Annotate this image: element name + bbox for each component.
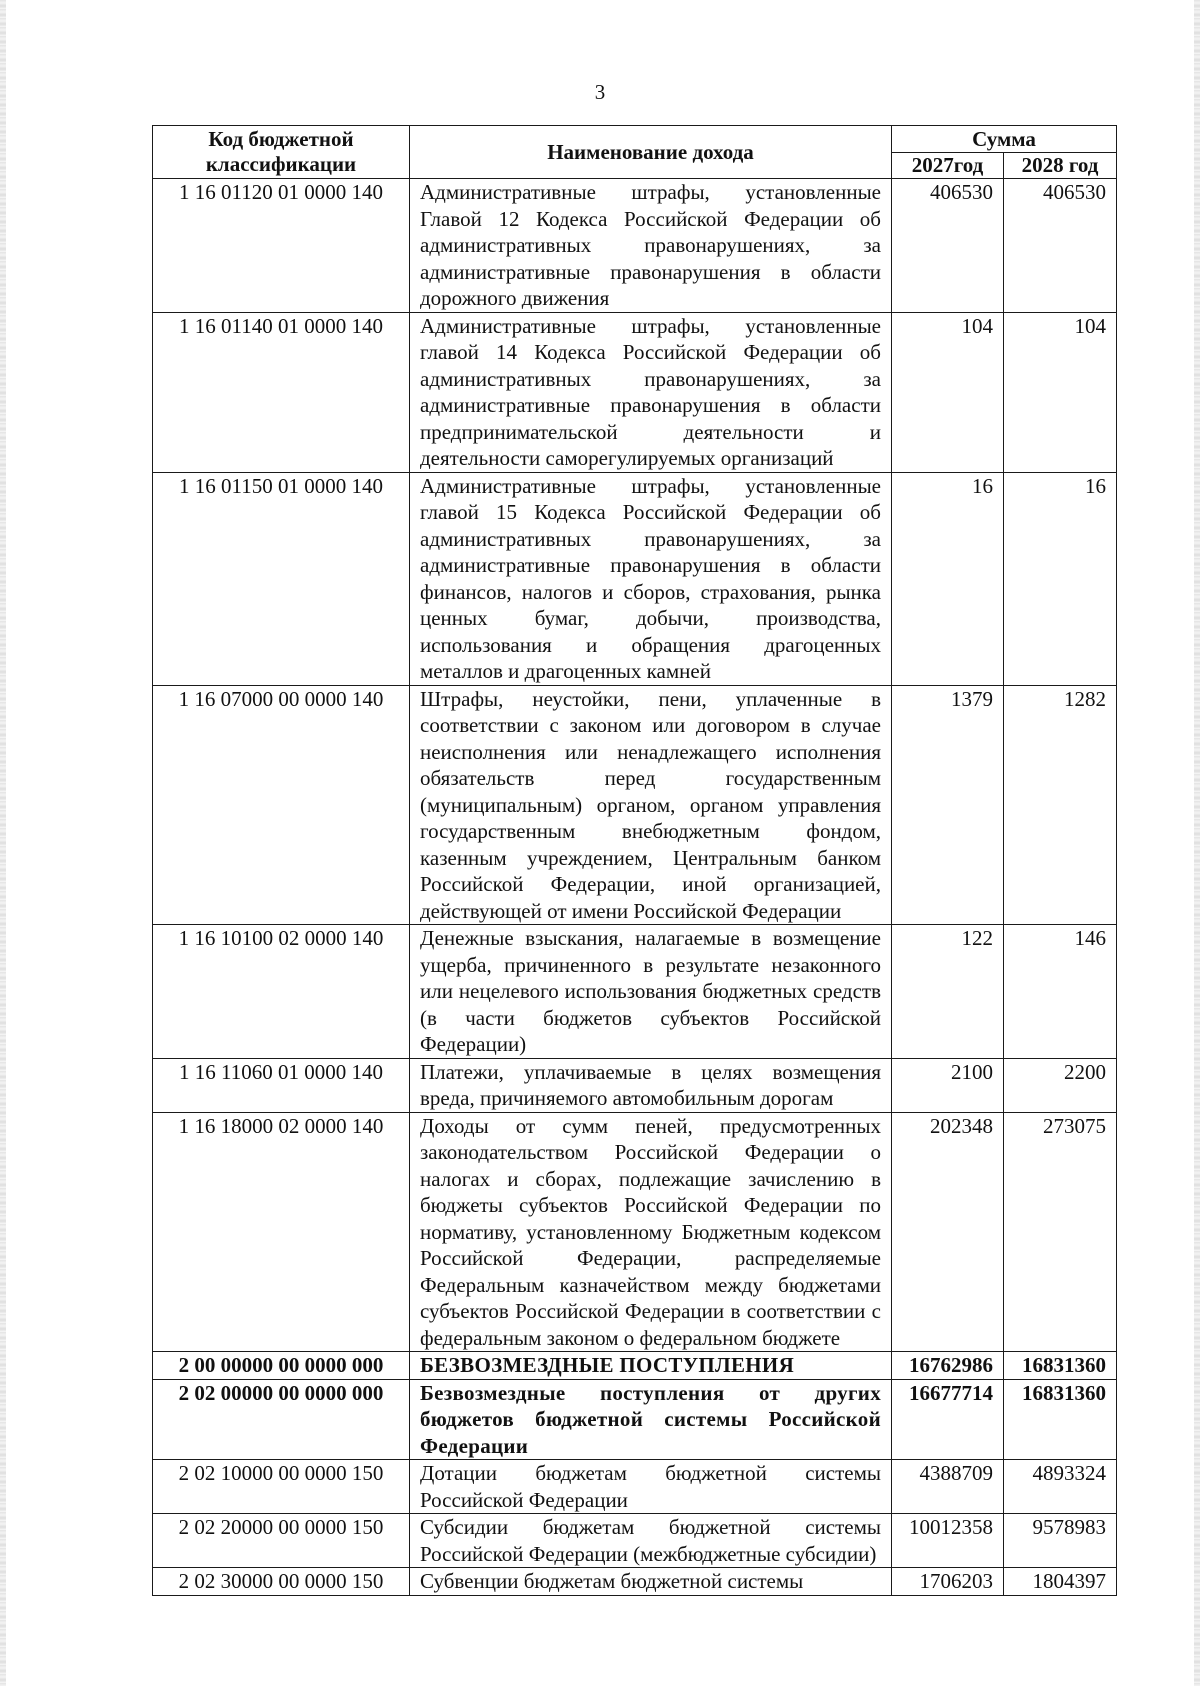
amount-2028-cell: 4893324 [1004, 1460, 1117, 1514]
amount-2028-cell: 16831360 [1004, 1379, 1117, 1460]
revenue-table [152, 125, 1117, 1596]
amount-2028-cell: 2200 [1004, 1058, 1117, 1112]
budget-code-cell: 1 16 10100 02 0000 140 [153, 925, 410, 1059]
budget-code-cell: 2 02 20000 00 0000 150 [153, 1514, 410, 1568]
budget-code-cell: 1 16 01120 01 0000 140 [153, 179, 410, 313]
revenue-name-cell: Платежи, уплачиваемые в целях возмещения вреда, причиняемого автомобильным дорогам [410, 1058, 892, 1112]
code-column-header: Код бюджетной классификации [153, 126, 410, 179]
revenue-name-cell: Субвенции бюджетам бюджетной системы [410, 1568, 892, 1596]
page-number: 3 [594, 80, 606, 104]
revenue-name-cell: Денежные взыскания, налагаемые в возмещение ущерба, причиненного в результате незаконного или нецелевого использования бюджетных средств (в части бюджетов субъектов Российской Федерации) [410, 925, 892, 1059]
table-row [153, 1568, 1117, 1596]
amount-2028-cell: 16 [1004, 472, 1117, 685]
sum-column-header: Сумма [892, 126, 1117, 153]
table-row [153, 925, 1117, 1059]
table-row [153, 1112, 1117, 1352]
revenue-name-cell: Субсидии бюджетам бюджетной системы Российской Федерации (межбюджетные субсидии) [410, 1514, 892, 1568]
amount-2028-cell: 16831360 [1004, 1352, 1117, 1380]
budget-code-cell: 1 16 18000 02 0000 140 [153, 1112, 410, 1352]
amount-2028-cell: 406530 [1004, 179, 1117, 313]
amount-2027-cell: 16677714 [892, 1379, 1004, 1460]
amount-2027-cell: 16 [892, 472, 1004, 685]
amount-2027-cell: 122 [892, 925, 1004, 1059]
amount-2027-cell: 2100 [892, 1058, 1004, 1112]
amount-2028-cell: 1282 [1004, 685, 1117, 925]
amount-2027-cell: 10012358 [892, 1514, 1004, 1568]
budget-code-cell: 1 16 11060 01 0000 140 [153, 1058, 410, 1112]
amount-2028-cell: 1804397 [1004, 1568, 1117, 1596]
amount-2028-cell: 104 [1004, 312, 1117, 472]
year-2028-header: 2028 год [1004, 153, 1117, 179]
revenue-name-cell: Административные штрафы, установленные Главой 12 Кодекса Российской Федерации об административных правонарушениях, за административные правонарушения в области дорожного движения [410, 179, 892, 313]
budget-code-cell: 2 02 00000 00 0000 000 [153, 1379, 410, 1460]
budget-code-cell: 2 02 10000 00 0000 150 [153, 1460, 410, 1514]
name-column-header: Наименование дохода [410, 126, 892, 179]
table-row [153, 685, 1117, 925]
revenue-name-cell: Дотации бюджетам бюджетной системы Российской Федерации [410, 1460, 892, 1514]
budget-code-cell: 2 00 00000 00 0000 000 [153, 1352, 410, 1380]
table-row [153, 1514, 1117, 1568]
amount-2028-cell: 273075 [1004, 1112, 1117, 1352]
revenue-name-cell: Доходы от сумм пеней, предусмотренных законодательством Российской Федерации о налогах и сборах, подлежащие зачислению в бюджеты субъектов Российской Федерации по нормативу, установленному Бюджетным кодексом Российской Федерации, распределяемые Федеральным казначейством между бюджетами субъектов Российской Федерации в соответствии с федеральным законом о федеральном бюджете [410, 1112, 892, 1352]
table-row [153, 1379, 1117, 1460]
revenue-name-cell: Административные штрафы, установленные главой 15 Кодекса Российской Федерации об административных правонарушениях, за административные правонарушения в области финансов, налогов и сборов, страхования, рынка ценных бумаг, добычи, производства, использования и обращения драгоценных металлов и драгоценных камней [410, 472, 892, 685]
scan-edge-left [0, 0, 6, 1686]
amount-2027-cell: 16762986 [892, 1352, 1004, 1380]
table-row [153, 179, 1117, 313]
revenue-name-cell: Безвозмездные поступления от других бюджетов бюджетной системы Российской Федерации [410, 1379, 892, 1460]
amount-2028-cell: 9578983 [1004, 1514, 1117, 1568]
table-row [153, 1460, 1117, 1514]
table-row [153, 472, 1117, 685]
amount-2028-cell: 146 [1004, 925, 1117, 1059]
revenue-name-cell: Административные штрафы, установленные главой 14 Кодекса Российской Федерации об административных правонарушениях, за административные правонарушения в области предпринимательской деятельности и деятельности саморегулируемых организаций [410, 312, 892, 472]
budget-code-cell: 1 16 01150 01 0000 140 [153, 472, 410, 685]
amount-2027-cell: 1379 [892, 685, 1004, 925]
amount-2027-cell: 406530 [892, 179, 1004, 313]
amount-2027-cell: 202348 [892, 1112, 1004, 1352]
scan-edge-right [1194, 0, 1200, 1686]
budget-code-cell: 1 16 07000 00 0000 140 [153, 685, 410, 925]
revenue-name-cell: БЕЗВОЗМЕЗДНЫЕ ПОСТУПЛЕНИЯ [410, 1352, 892, 1380]
revenue-name-cell: Штрафы, неустойки, пени, уплаченные в соответствии с законом или договором в случае неисполнения или ненадлежащего исполнения обязательств перед государственным (муниципальным) органом, органом управления государственным внебюджетным фондом, казенным учреждением, Центральным банком Российской Федерации, иной организацией, действующей от имени Российской Федерации [410, 685, 892, 925]
header-row-top [153, 126, 1117, 153]
table-row [153, 1352, 1117, 1380]
amount-2027-cell: 104 [892, 312, 1004, 472]
amount-2027-cell: 1706203 [892, 1568, 1004, 1596]
year-2027-header: 2027год [892, 153, 1004, 179]
budget-code-cell: 1 16 01140 01 0000 140 [153, 312, 410, 472]
amount-2027-cell: 4388709 [892, 1460, 1004, 1514]
budget-code-cell: 2 02 30000 00 0000 150 [153, 1568, 410, 1596]
table-row [153, 1058, 1117, 1112]
table-row [153, 312, 1117, 472]
